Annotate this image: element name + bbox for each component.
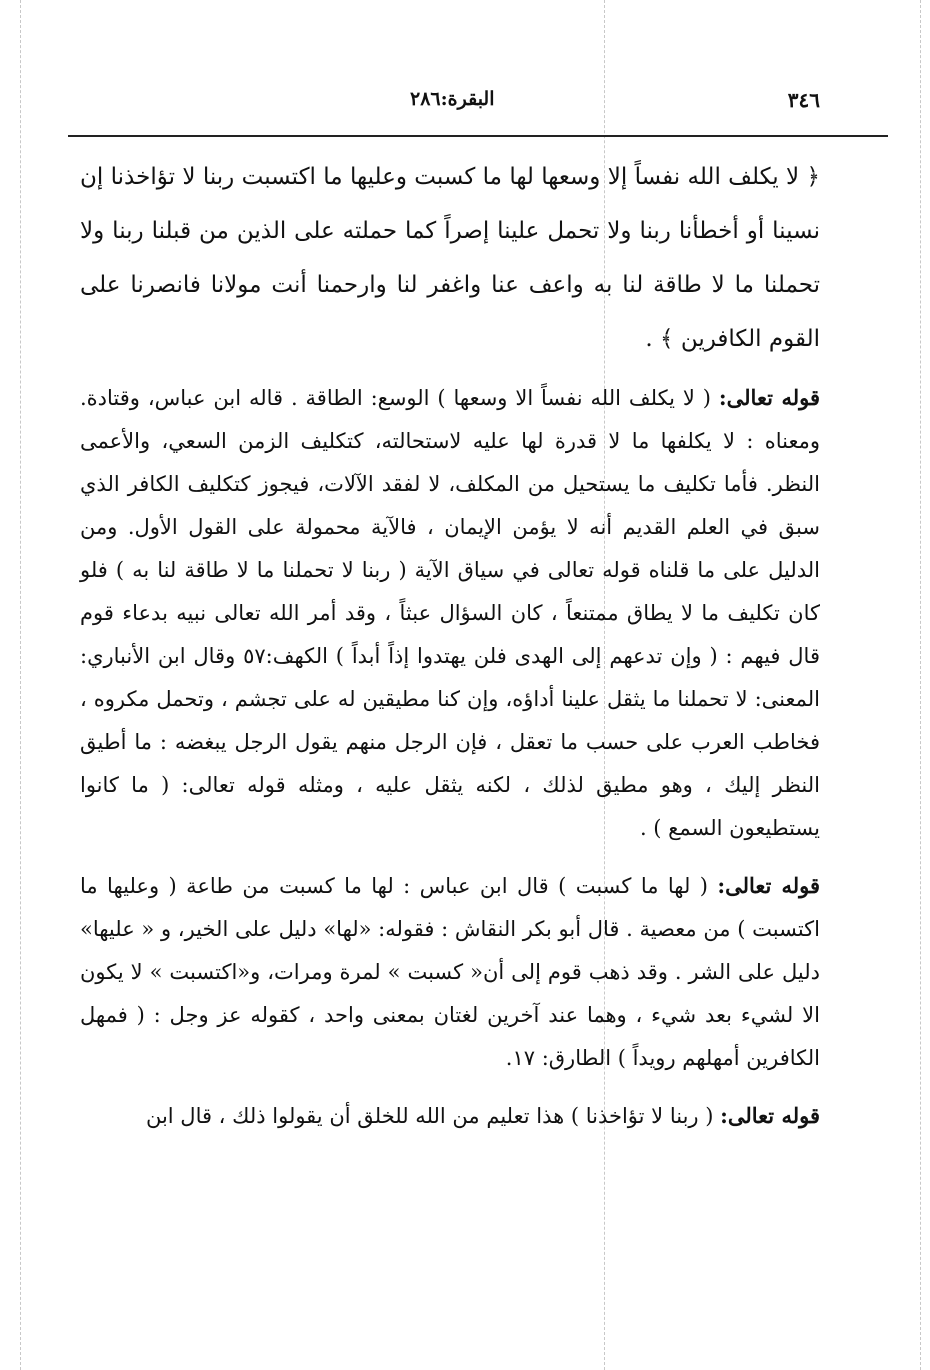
commentary-paragraph-3 <box>80 1094 820 1138</box>
running-title: البقرة:٢٨٦ <box>410 88 495 110</box>
paragraph-lead: قوله تعالى: <box>718 385 820 410</box>
commentary-paragraph-2 <box>80 864 820 1080</box>
paragraph-lead: قوله تعالى: <box>717 873 820 898</box>
page-content <box>80 150 820 1152</box>
header-rule <box>68 135 888 137</box>
page-number: ٣٤٦ <box>787 88 820 112</box>
paragraph-lead: قوله تعالى: <box>720 1103 820 1128</box>
paragraph-text: ( ربنا لا تؤاخذنا ) هذا تعليم من الله للخلق أن يقولوا ذلك ، قال ابن <box>145 1104 721 1128</box>
quran-verse: ﴿ لا يكلف الله نفساً إلا وسعها لها ما كسبت وعليها ما اكتسبت ربنا لا تؤاخذنا إن نسينا أو أخطأنا ربنا ولا تحمل علينا إصراً كما حملته على الذين من قبلنا ربنا ولا تحملنا ما لا طاقة لنا به واعف عنا واغفر لنا وارحمنا أنت مولانا فانصرنا على القوم الكافرين ﴾ . <box>80 164 820 352</box>
scan-fold-line-left <box>20 0 21 1370</box>
paragraph-text: ( لا يكلف الله نفساً الا وسعها ) الوسع: الطاقة . قاله ابن عباس، وقتادة. ومعناه : لا يكلفها ما لا قدرة لها عليه لاستحالته، كتكليف الزمن السعي، والأعمى النظر. فأما تكليف ما يستحيل من المكلف، لا لفقد الآلات، فيجوز كتكليف الكافر الذي سبق في العلم القديم أنه لا يؤمن الإيمان ، فالآية محمولة على القول الأول. ومن الدليل على ما قلناه قوله تعالى في سياق الآية ( ربنا لا تحملنا ما لا طاقة لنا به ) فلو كان تكليف ما لا يطاق ممتنعاً ، كان السؤال عبثاً ، وقد أمر الله تعالى نبيه بدعاء قوم قال فيهم : ( وإن تدعهم إلى الهدى فلن يهتدوا إذاً أبداً ) الكهف:٥٧ وقال ابن الأنباري: المعنى: لا تحملنا ما يثقل علينا أداؤه، وإن كنا مطيقين له على تجشم ، وتحمل مكروه ، فخاطب العرب على حسب ما تعقل ، فإن الرجل منهم يقول الرجل يبغضه : ما أطيق النظر إليك ، وهو مطيق لذلك ، لكنه يثقل عليه ، ومثله قوله تعالى: ( ما كانوا يستطيعون السمع ) . <box>80 386 820 840</box>
commentary-paragraph-1 <box>80 376 820 850</box>
paragraph-text: ( لها ما كسبت ) قال ابن عباس : لها ما كسبت من طاعة ( وعليها ما اكتسبت ) من معصية . قال أبو بكر النقاش : فقوله: «لها» دليل على الخير، و « عليها» دليل على الشر . وقد ذهب قوم إلى أن« كسبت » لمرة ومرات، و«اكتسبت » لا يكون الا لشيء بعد شيء ، وهما عند آخرين لغتان بمعنى واحد ، كقوله عز وجل : ( فمهل الكافرين أمهلهم رويداً ) الطارق: ١٧. <box>80 874 820 1070</box>
scan-fold-line-right <box>920 0 921 1370</box>
page-header <box>80 88 820 128</box>
